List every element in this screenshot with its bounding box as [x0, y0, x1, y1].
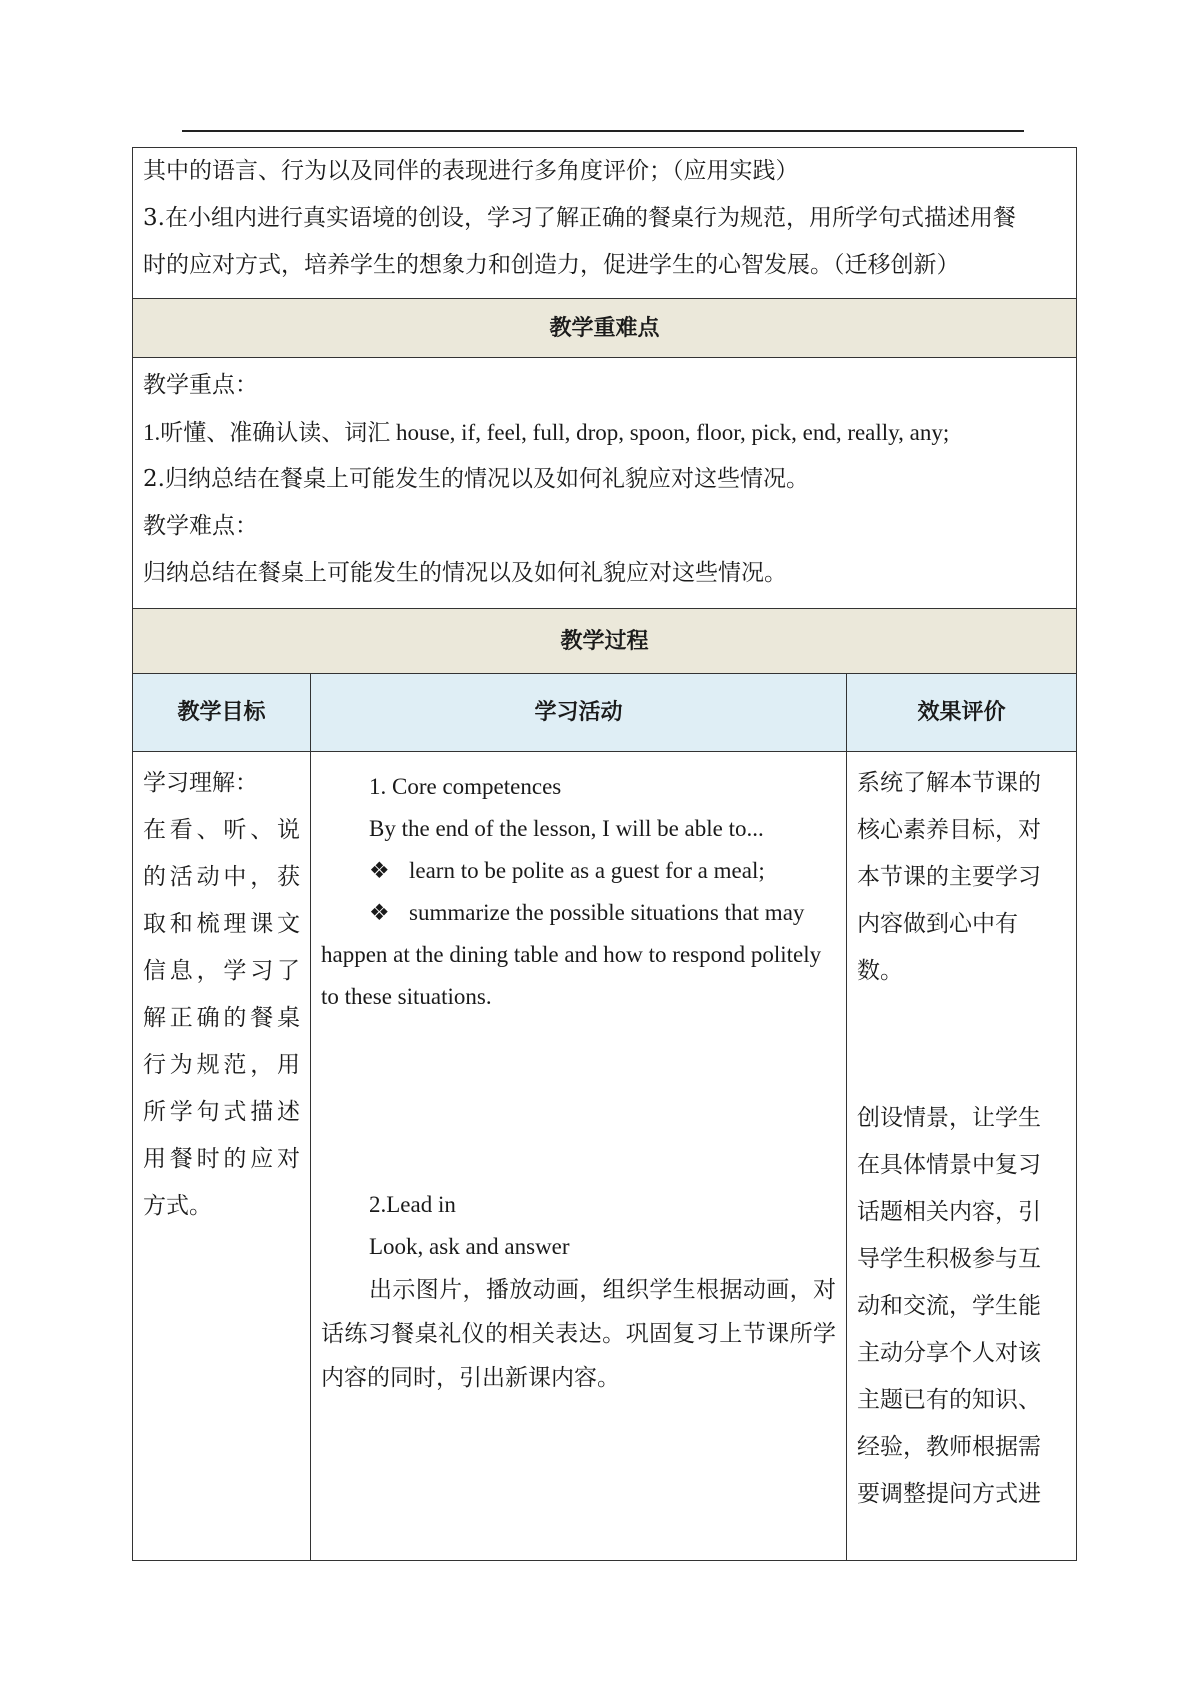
evaluation-1: [857, 760, 1066, 995]
evaluation-cell: [847, 752, 1077, 1561]
goal-line: 的活动中，获: [143, 864, 300, 890]
intro-line-3: 时的应对方式，培养学生的想象力和创造力，促进学生的心智发展。（迁移创新）: [143, 252, 960, 278]
header-rule: [182, 130, 1024, 132]
activity-1-lead: By the end of the lesson, I will be able to...: [369, 816, 764, 841]
process-heading-row: [133, 609, 1077, 674]
process-row: [133, 752, 1077, 1561]
activity-2-subtitle: Look, ask and answer: [369, 1234, 570, 1259]
goal-line: 解正确的餐桌: [143, 1005, 300, 1031]
intro-cell: [133, 148, 1077, 299]
activity-1-title: 1. Core competences: [369, 774, 562, 799]
eval-line: 经验，教师根据需: [857, 1434, 1041, 1460]
eval-line: 在具体情景中复习: [857, 1152, 1041, 1178]
eval-line: 导学生积极参与互: [857, 1246, 1041, 1272]
process-heading: 教学过程: [133, 609, 1077, 674]
bullet-text: summarize the possible situations that may happen at the dining table and how to respond politely to these situations.: [321, 900, 822, 1009]
focus-item-2: 2.归纳总结在餐桌上可能发生的情况以及如何礼貌应对这些情况。: [143, 466, 809, 492]
focus-label: 教学重点：: [143, 372, 258, 398]
eval-line: 话题相关内容，引: [857, 1199, 1041, 1225]
evaluation-2: [857, 1095, 1066, 1518]
intro-line-2: 3.在小组内进行真实语境的创设，学习了解正确的餐桌行为规范，用所学句式描述用餐: [143, 205, 1016, 231]
eval-line: 主题已有的知识、: [857, 1387, 1041, 1413]
activity-cell: [311, 752, 847, 1561]
intro-row: [133, 148, 1077, 299]
eval-line: 主动分享个人对该: [857, 1340, 1041, 1366]
eval-line: 数。: [857, 958, 903, 984]
goal-line: 用餐时的应对: [143, 1146, 300, 1172]
focus-item-1: 1.听懂、准确认读、词汇 house, if, feel, full, drop, spoon, floor, pick, end, really, any;: [143, 420, 950, 445]
activity-core-competences: [321, 766, 836, 1018]
diamond-bullet-icon: ❖: [369, 900, 390, 925]
goal-line: 行为规范，用: [143, 1052, 300, 1078]
goal-line: 取和梳理课文: [143, 911, 300, 937]
goal-line: 方式。: [143, 1193, 212, 1219]
bullet-text: learn to be polite as a guest for a meal;: [409, 858, 765, 883]
eval-line: 系统了解本节课的: [857, 770, 1041, 796]
column-header-activity: 学习活动: [311, 674, 847, 752]
difficulty-label: 教学难点：: [143, 513, 258, 539]
goal-line: 所学句式描述: [143, 1099, 300, 1125]
eval-line: 创设情景，让学生: [857, 1105, 1041, 1131]
goal-line: 学习理解：: [143, 770, 258, 796]
goal-cell: [133, 752, 311, 1561]
eval-line: 核心素养目标，对: [857, 817, 1041, 843]
process-column-headers: [133, 674, 1077, 752]
activity-1-bullet-2: [321, 892, 836, 1018]
key-points-cell: [133, 358, 1077, 609]
intro-line-1: 其中的语言、行为以及同伴的表现进行多角度评价；（应用实践）: [143, 158, 799, 184]
difficulty-item-1: 归纳总结在餐桌上可能发生的情况以及如何礼貌应对这些情况。: [143, 560, 787, 586]
key-points-heading-row: [133, 299, 1077, 358]
lesson-plan-table: [132, 147, 1077, 1561]
eval-line: 要调整提问方式进: [857, 1481, 1041, 1507]
goal-line: 在看、听、说: [143, 817, 300, 843]
column-header-goal: 教学目标: [133, 674, 311, 752]
activity-2-text: 出示图片，播放动画，组织学生根据动画，对话练习餐桌礼仪的相关表达。巩固复习上节课所学内容的同时，引出新课内容。: [321, 1277, 836, 1390]
activity-lead-in: [321, 1184, 836, 1400]
activity-1-bullet-1: [321, 850, 836, 892]
goal-line: 信息，学习了: [143, 958, 300, 984]
key-points-heading: 教学重难点: [133, 299, 1077, 358]
eval-line: 本节课的主要学习: [857, 864, 1041, 890]
eval-line: 动和交流，学生能: [857, 1293, 1041, 1319]
activity-2-title: 2.Lead in: [369, 1192, 456, 1217]
eval-line: 内容做到心中有: [857, 911, 1018, 937]
diamond-bullet-icon: ❖: [369, 858, 390, 883]
column-header-evaluation: 效果评价: [847, 674, 1077, 752]
key-points-body-row: [133, 358, 1077, 609]
